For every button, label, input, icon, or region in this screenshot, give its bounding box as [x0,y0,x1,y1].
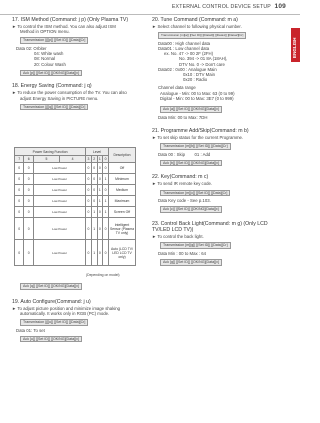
low-power-label: Low Power [33,185,85,196]
transmission-box: Transmission [j][q][ ][Set ID][ ][Data][Cr] [20,104,88,111]
table-row: 0 0 Low Power 0 0 0 1 Minimum [15,174,136,185]
ack-box: Ack [b][ ][Set ID][ ][OK/NG][Data][x] [160,160,222,167]
section-heading: 22. Key(Command: m c) [152,174,209,181]
ack-box: Ack [c][ ][Set ID][ ][OK/NG][Data][x] [160,206,222,213]
ack-box: Ack [q][ ][Set ID][ ][OK/NG][Data][x] [20,283,82,290]
low-power-label: Low Power [33,207,85,218]
ack-box: Ack [g][ ][Set ID][ ][OK/NG][Data][x] [160,259,222,266]
left-column: 17. ISM Method (Command: j p) (Only Plasma TV) ► To control the ISM method. You can also adjust ISM Method in OPTION menu. Transmission [j][p][ ][Set ID][ ][Data][Cr] Data 02: Orbiter 04: White wash 08: Normal 20: Colour Wash Ack [p][ ][Set ID][ ][OK/NG][Data][x] 18. Energy Saving (Command: j q) ► To reduce the power consumption of the TV. You can also adjust Energy Saving in PICTURE menu. Transmission [j][q][ ][Set ID][ ][Data][Cr] [12,17,144,110]
section-heading: 20. Tune Command (Command: m a) [152,17,238,23]
low-power-label: Low Power [33,240,85,266]
transmission-box: Transmission [m][g][ ][Set ID][ ][Data][Cr] [160,242,231,249]
table-header: Description [109,148,136,163]
table-row: 0 0 Low Power 0 0 1 1 Maximum [15,196,136,207]
language-tab: ENGLISH [291,28,300,62]
page-header [0,0,300,15]
transmission-box: Transmission [j][u][ ][Set ID][ ][Data][Cr] [20,319,88,326]
table-row: 0 0 Low Power 0 1 0 0 Auto (LCD TV/ LED LCD TV only) [15,240,136,266]
low-power-label: Low Power [33,163,85,174]
section-heading: 18. Energy Saving (Command: j q) [12,83,92,90]
ack-box: Ack [u][ ][Set ID][ ][OK/NG][Data][x] [20,336,82,343]
section-heading: 21. Programme Add/Skip(Command: m b) [152,127,249,134]
page-number: 109 [274,3,286,10]
transmission-box: Transmission [j][p][ ][Set ID][ ][Data][Cr] [20,37,88,44]
table-row: 0 0 Low Power 0 1 0 0 Intelligent Sensor (Plasma TV only) [15,218,136,240]
transmission-box: Transmission [m][b][ ][Set ID][ ][Data][Cr] [160,143,231,150]
table-row: 0 0 Low Power 0 1 0 1 Screen Off [15,207,136,218]
energy-saving-table: Power Saving Function Level Description 7 6 5 4 3 2 1 0 0 0 Low Power 0 0 0 0 Off 0 0 Low Power 0 0 0 1 Minimum 0 0 Low Power 0 0 1 0 Medium 0 0 Low Power 0 0 1 1 Maximum 0 0 Low Power 0 1 0 1 Screen Off 0 0 Low Power 0 1 0 0 Intelligent Sensor (Plasma TV only) 0 0 Low Power 0 1 0 0 Auto (LCD TV/ LED LCD TV only) [14,147,136,266]
section-heading: 17. ISM Method (Command: j p) (Only Plasma TV) [12,17,129,23]
right-column: 20. Tune Command (Command: m a) ► Select channel to following physical number. Transmission [m][a][ ][Set ID][ ][Data0][ ][Data1][ ][Data2][Cr] Data00 : High channel data Data01 : Low channel data ex. No. 47 -> 00 2F (2FH) No. 394 -> 01 8A (18AH), DTV No. 0 -> Don't care Data02 : 0x00 : Analogue Main 0x10 : DTV Main 0x20 : Radio Channel data range Analogue - Min: 00 to Max: 63 (0 to 99) Digital - Min: 00 to Max: 3E7 (0 to 999) Ack [a][ ][Set ID][ ][OK/NG][Data][x] Data Min: 00 to Max: 7DH 21. Programme Add/Skip(Command: m b) ► To set skip status for the current Programme. Transmission [m][b][ ][Set ID][ ][Data][Cr] Data 00 : Skip 01 : Add Ack [b][ ][Set ID][ ][OK/NG][Data][x] 22. Key(Command: m c) ► To send IR remote key code. Transmission [m][c][ ][Set ID][ ][Data][Cr] Data Key code - See p.103. Ack [c][ ][Set ID][ ][OK/NG][Data][x] 23. Control Back Light(Command: m g) (Only LCD TV/LED LCD TV)) ► To control the back light. Transmission [m][g][ ][Set ID][ ][Data][Cr] Data Min : 00 to Max : 64 Ack [g][ ][Set ID][ ][OK/NG][Data][x] [152,17,284,266]
model-note: (Depending on model) [86,273,120,277]
header-title: EXTERNAL CONTROL DEVICE SETUP 109 [171,3,286,10]
transmission-box: Transmission [m][c][ ][Set ID][ ][Data][Cr] [160,190,230,197]
ack-box: Ack [a][ ][Set ID][ ][OK/NG][Data][x] [160,106,222,113]
ack-box: Ack [p][ ][Set ID][ ][OK/NG][Data][x] [20,70,82,77]
table-row: 0 0 Low Power 0 0 1 0 Medium [15,185,136,196]
low-power-label: Low Power [33,196,85,207]
table-header: Power Saving Function [15,148,86,156]
low-power-label: Low Power [33,218,85,240]
transmission-box: Transmission [m][a][ ][Set ID][ ][Data0][ ][Data1][ ][Data2][Cr] [158,32,246,39]
left-column-bottom: Ack [q][ ][Set ID][ ][OK/NG][Data][x] 19. Auto Configure(Command: j u) ► To adjust picture position and minimize image shaking automatically. It works only in RGB (PC) mode. Transmission [j][u][ ][Set ID][ ][Data][Cr] Data 01: To set Ack [u][ ][Set ID][ ][OK/NG][Data][x] [12,283,144,342]
section-heading: 23. Control Back Light(Command: m g) (Only LCD [152,221,268,228]
table-row: 0 0 Low Power 0 0 0 0 Off [15,163,136,174]
table-header: Level [86,148,109,156]
section-heading: 19. Auto Configure(Command: j u) [12,298,91,305]
low-power-label: Low Power [33,174,85,185]
